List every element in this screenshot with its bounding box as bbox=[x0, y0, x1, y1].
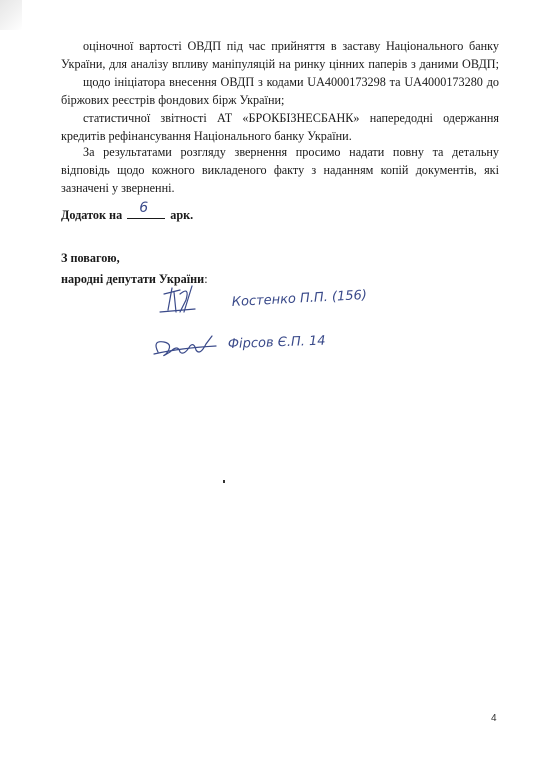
appendix-blank bbox=[127, 200, 165, 219]
appendix-suffix: арк. bbox=[170, 208, 194, 222]
scan-corner-shadow bbox=[0, 0, 22, 30]
signatories-label: народні депутати України bbox=[61, 272, 205, 286]
signature-1-mark bbox=[160, 286, 195, 312]
appendix-line bbox=[61, 200, 194, 223]
text-line: кредитів рефінансування Національного банку України. bbox=[61, 129, 352, 143]
page-number: 4 bbox=[491, 713, 497, 724]
closing-signatories: народні депутати України: bbox=[61, 272, 208, 286]
appendix-handwritten-count: 6 bbox=[139, 200, 149, 216]
text-line: відповідь щодо кожного викладеного факту з наданням копій документів, які bbox=[61, 163, 499, 177]
paragraph-list-continuation bbox=[61, 37, 499, 145]
text-line: оціночної вартості ОВДП під час прийняття в заставу Національного банку bbox=[83, 39, 499, 53]
signature-2-mark bbox=[154, 336, 216, 356]
appendix-prefix: Додаток на bbox=[61, 208, 123, 222]
stray-ink-mark bbox=[223, 480, 225, 483]
text-line: статистичної звітності АТ «БРОКБІЗНЕСБАНК» напередодні одержання bbox=[83, 111, 499, 125]
signatures-handwritten bbox=[150, 282, 410, 377]
text-line: зазначені у зверненні. bbox=[61, 181, 175, 195]
signature-2-name: Фірсов Є.П. 14 bbox=[227, 333, 326, 352]
closing-regards: З повагою, bbox=[61, 251, 120, 265]
text-line: України, для аналізу впливу маніпуляцій на ринку цінних паперів з даними ОВДП; bbox=[61, 57, 499, 71]
text-line: щодо ініціатора внесення ОВДП з кодами UA4000173298 та UA4000173280 до bbox=[83, 75, 499, 89]
text-line: біржових реєстрів фондових бірж України; bbox=[61, 93, 285, 107]
signature-1-name: Костенко П.П. (156) bbox=[231, 287, 368, 310]
paragraph-request bbox=[61, 143, 499, 197]
text-line: За результатами розгляду звернення просимо надати повну та детальну bbox=[83, 145, 499, 159]
